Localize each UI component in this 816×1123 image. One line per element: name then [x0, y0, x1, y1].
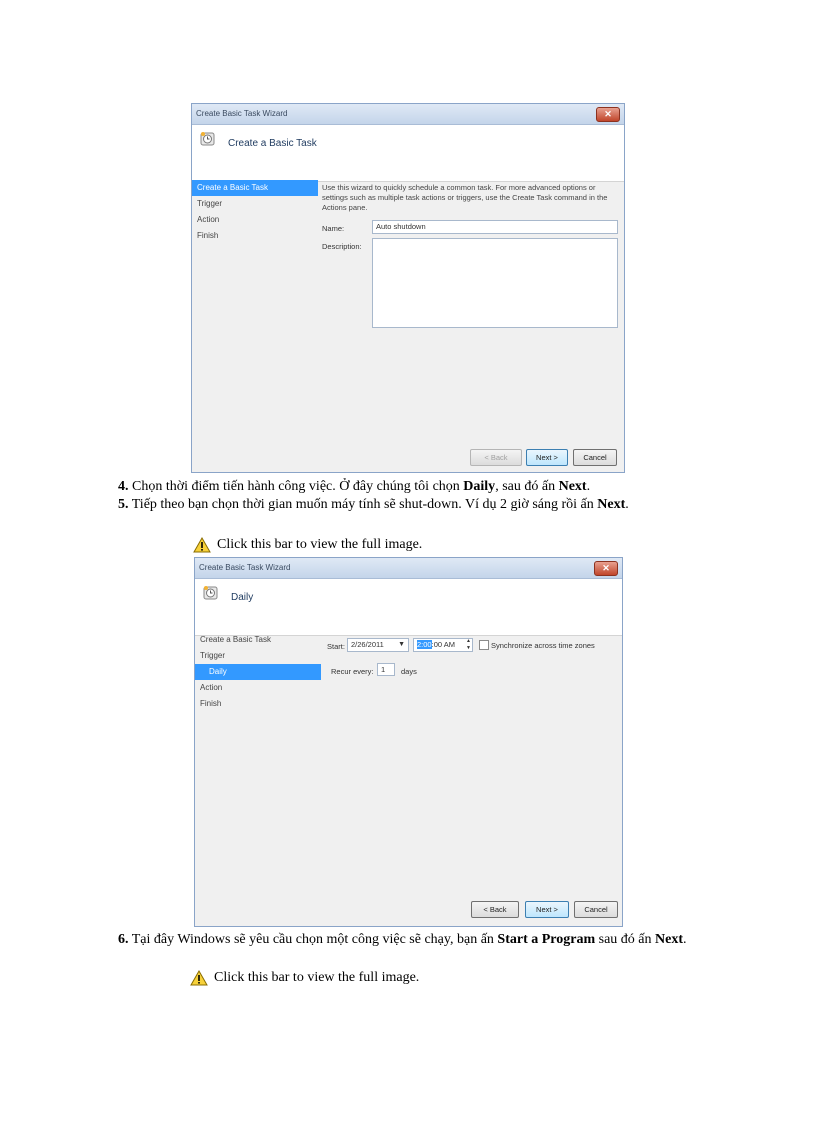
step-text: . [625, 497, 629, 512]
wizard-description: Use this wizard to quickly schedule a common task. For more advanced options or settings such as multiple task actions or triggers, use the Create Task command in the Actions pane. [322, 183, 608, 212]
notice-text: Click this bar to view the full image. [217, 537, 423, 552]
bold-term: Next [655, 932, 684, 947]
start-time-picker[interactable] [413, 638, 473, 652]
step-text: Tại đây Windows sẽ yêu cầu chọn một công việc sẽ chạy, bạn ấn [128, 932, 498, 947]
chevron-down-icon[interactable]: ▼ [398, 641, 405, 648]
create-basic-task-wizard-screenshot [191, 103, 625, 473]
nav-finish[interactable]: Finish [197, 231, 219, 240]
nav-trigger[interactable]: Trigger [197, 199, 223, 208]
back-button[interactable]: < Back [471, 901, 519, 918]
step-number: 4. [118, 479, 129, 494]
spinner-arrows-icon[interactable]: ▲ ▼ [466, 638, 471, 651]
wizard-step-list [192, 180, 318, 244]
start-time-rest: :00 AM [431, 640, 455, 649]
cancel-button[interactable]: Cancel [574, 901, 618, 918]
step-text: Tiếp theo bạn chọn thời gian muốn máy tính sẽ shut-down. Ví dụ 2 giờ sáng rồi ấn [128, 497, 598, 512]
wizard-header-title: Create a Basic Task [228, 138, 317, 149]
notice-text: Click this bar to view the full image. [214, 970, 420, 985]
description-textarea[interactable] [372, 238, 618, 328]
start-date-value: 2/26/2011 [351, 640, 384, 649]
sync-checkbox[interactable] [479, 640, 489, 650]
wizard-header-title: Daily [231, 592, 254, 603]
nav-daily[interactable]: Daily [195, 664, 321, 680]
name-input[interactable]: Auto shutdown [372, 220, 618, 234]
window-title: Create Basic Task Wizard [192, 104, 624, 125]
next-button[interactable]: Next > [525, 901, 569, 918]
start-date-picker[interactable] [347, 638, 409, 652]
recur-label: Recur every: [331, 667, 374, 676]
step-number: 5. [118, 497, 129, 512]
image-notice-bar[interactable] [190, 970, 419, 986]
step-text: . [683, 932, 687, 947]
start-label: Start: [327, 642, 345, 651]
wizard-header [192, 125, 624, 182]
wizard-step-list [195, 632, 321, 712]
name-label: Name: [322, 224, 345, 233]
step-text: sau đó ấn [595, 932, 656, 947]
warning-icon [193, 537, 211, 553]
cancel-button[interactable]: Cancel [573, 449, 617, 466]
sync-label: Synchronize across time zones [491, 641, 595, 650]
step-text: , sau đó ấn [495, 479, 559, 494]
nav-trigger[interactable]: Trigger [200, 651, 226, 660]
task-scheduler-icon [203, 585, 219, 601]
close-icon[interactable]: ✕ [596, 107, 620, 122]
bold-term: Next [597, 497, 626, 512]
step-text: Chọn thời điểm tiến hành công việc. Ở đây chúng tôi chọn [128, 479, 464, 494]
step-number: 6. [118, 932, 129, 947]
wizard-header [195, 579, 622, 636]
nav-create-basic-task[interactable]: Create a Basic Task [200, 635, 271, 644]
warning-icon [190, 970, 208, 986]
bold-term: Start a Program [497, 932, 596, 947]
next-button[interactable]: Next > [526, 449, 568, 466]
step-4-paragraph [118, 478, 693, 496]
description-label: Description: [322, 242, 362, 251]
task-scheduler-icon [200, 131, 216, 147]
start-time-selected: 2:00 [417, 640, 432, 649]
step-5-paragraph [118, 496, 693, 514]
nav-finish[interactable]: Finish [200, 699, 222, 708]
step-text: . [586, 479, 591, 494]
nav-create-basic-task[interactable]: Create a Basic Task [192, 180, 318, 196]
close-icon[interactable]: ✕ [594, 561, 618, 576]
image-notice-bar[interactable] [193, 537, 422, 553]
window-title: Create Basic Task Wizard [195, 558, 622, 579]
recur-input[interactable]: 1 [377, 663, 395, 676]
bold-term: Next [558, 479, 587, 494]
bold-term: Daily [463, 479, 496, 494]
nav-action[interactable]: Action [200, 683, 223, 692]
back-button[interactable]: < Back [470, 449, 522, 466]
step-6-paragraph [118, 931, 693, 949]
daily-trigger-wizard-screenshot [194, 557, 623, 927]
nav-action[interactable]: Action [197, 215, 220, 224]
recur-unit-label: days [401, 667, 417, 676]
